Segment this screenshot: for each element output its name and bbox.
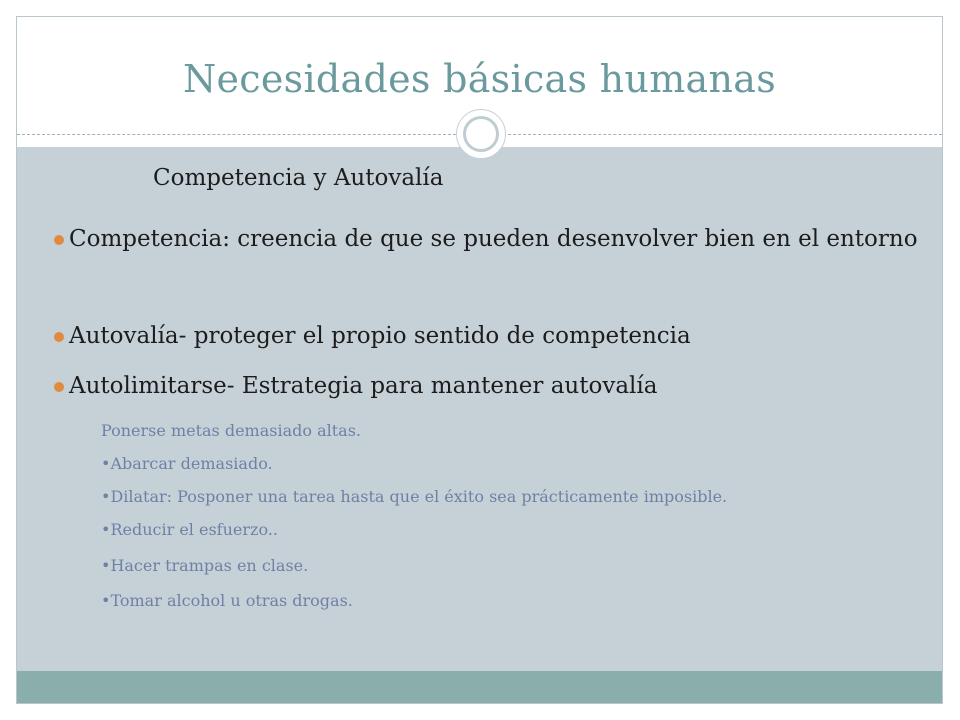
- sub-item-text: Ponerse metas demasiado altas.: [101, 421, 362, 440]
- sub-item-text: •Hacer trampas en clase.: [101, 556, 309, 575]
- bullet-dot-icon: [54, 382, 64, 392]
- bullet-dot-icon: [54, 332, 64, 342]
- slide-title: Necesidades básicas humanas: [182, 57, 777, 101]
- sub-item-text: •Tomar alcohol u otras drogas.: [101, 591, 353, 610]
- bullet-text: Autolimitarse- Estrategia para mantener autovalía: [69, 373, 658, 399]
- sub-item-text: •Reducir el esfuerzo..: [101, 520, 278, 539]
- bottom-band: [17, 671, 942, 704]
- section-heading: Competencia y Autovalía: [153, 165, 444, 191]
- sub-item-text: •Abarcar demasiado.: [101, 454, 273, 473]
- sub-item-text: •Dilatar: Posponer una tarea hasta que el éxito sea prácticamente imposible.: [101, 487, 728, 506]
- bullet-dot-icon: [54, 235, 64, 245]
- bullet-text: Autovalía- proteger el propio sentido de competencia: [69, 323, 691, 349]
- ring-inner: [463, 116, 499, 152]
- bullet-text: Competencia: creencia de que se pueden desenvolver bien en el entorno: [69, 226, 918, 252]
- ring-ornament-icon: [456, 109, 506, 159]
